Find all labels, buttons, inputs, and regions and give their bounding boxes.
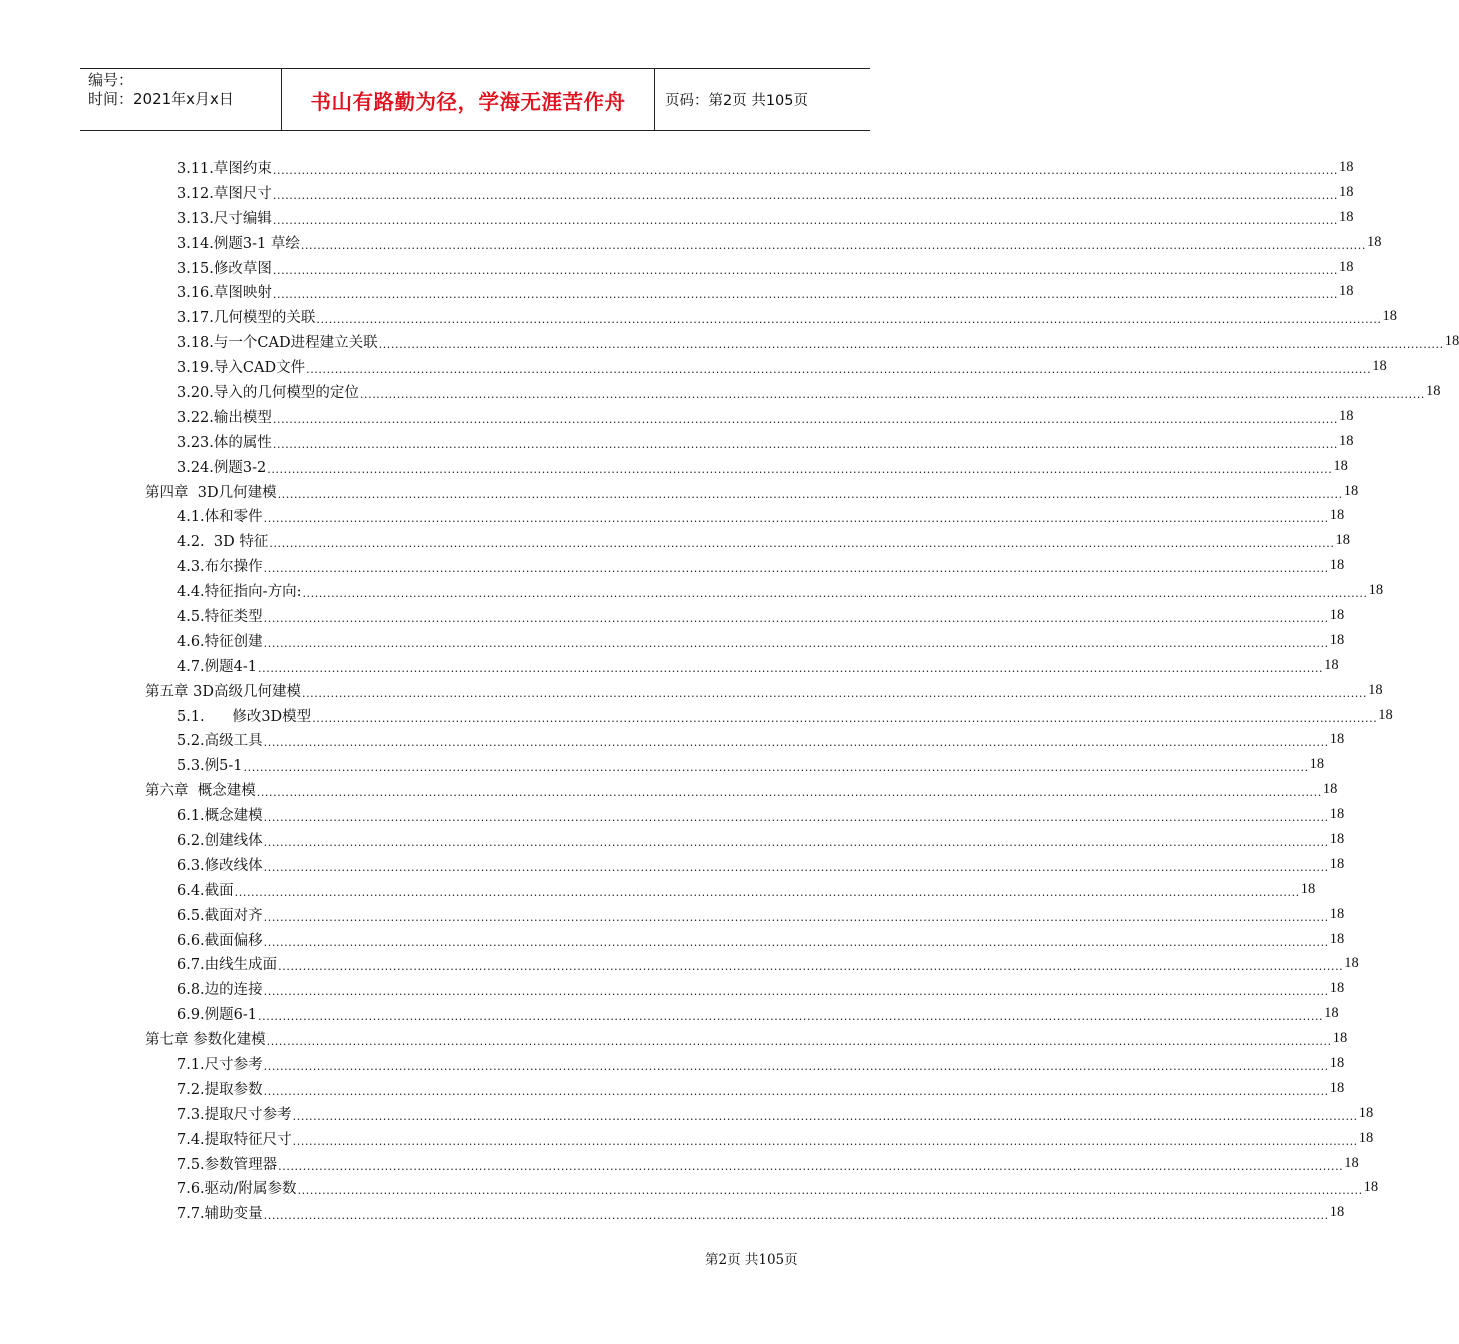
toc-entry[interactable] [145, 1051, 1345, 1076]
toc-entry-label: 3.23.体的属性 [177, 434, 272, 451]
dot-leader: .................................................................................................................................................................................................................................................................... [263, 562, 1329, 576]
toc-entry[interactable] [145, 703, 1393, 728]
toc-entry[interactable] [145, 553, 1345, 578]
toc-entry[interactable] [145, 454, 1348, 479]
toc-entry-page: 18 [1358, 1129, 1374, 1146]
toc-entry[interactable] [145, 976, 1345, 1001]
toc-entry-label: 第七章 参数化建模 [145, 1032, 266, 1049]
toc-entry-label: 3.12.草图尺寸 [177, 185, 272, 202]
toc-entry-page: 18 [1329, 606, 1345, 623]
toc-entry[interactable] [145, 628, 1345, 653]
toc-entry[interactable] [145, 230, 1382, 255]
toc-entry[interactable] [145, 852, 1345, 877]
dot-leader: .................................................................................................................................................................................................................................................................... [263, 512, 1329, 526]
toc-entry[interactable] [145, 1076, 1345, 1101]
toc-entry-label: 第四章 3D几何建模 [145, 484, 277, 501]
toc-entry-label: 7.1.尺寸参考 [177, 1057, 263, 1073]
toc-entry[interactable] [145, 877, 1316, 902]
toc-entry[interactable] [145, 827, 1345, 852]
dot-leader: .................................................................................................................................................................................................................................................................... [359, 387, 1426, 401]
toc-entry-label: 3.17.几何模型的关联 [177, 310, 316, 327]
dot-leader: .................................................................................................................................................................................................................................................................... [292, 1134, 1358, 1148]
toc-entry-page: 18 [1339, 158, 1354, 175]
toc-entry-page: 18 [1363, 1179, 1379, 1196]
toc-chapter-entry[interactable] [145, 777, 1338, 802]
toc-entry-label: 6.8.边的连接 [177, 982, 263, 999]
toc-entry-label: 6.5.截面对齐 [177, 907, 263, 924]
dot-leader: .................................................................................................................................................................................................................................................................... [263, 636, 1329, 650]
toc-entry-page: 18 [1324, 1005, 1339, 1022]
dot-leader: .................................................................................................................................................................................................................................................................... [263, 935, 1329, 949]
dot-leader: .................................................................................................................................................................................................................................................................... [292, 1109, 1358, 1123]
toc-entry-label: 第六章 概念建模 [145, 783, 256, 800]
toc-entry-page: 18 [1322, 781, 1338, 798]
toc-entry-label: 6.1.概念建模 [177, 808, 263, 825]
dot-leader: .................................................................................................................................................................................................................................................................... [263, 1060, 1329, 1073]
dot-leader: .................................................................................................................................................................................................................................................................... [306, 363, 1372, 377]
toc-chapter-entry[interactable] [145, 479, 1359, 504]
toc-entry-page: 18 [1382, 308, 1398, 325]
toc-chapter-entry[interactable] [145, 1026, 1348, 1051]
toc-entry-page: 18 [1329, 980, 1345, 997]
toc-entry-page: 18 [1329, 855, 1345, 872]
header-left-cell [80, 69, 282, 130]
toc-entry-label: 3.11.草图约束 [177, 160, 272, 177]
dot-leader: .................................................................................................................................................................................................................................................................... [258, 1010, 1324, 1024]
toc-entry-page: 18 [1339, 407, 1354, 424]
dot-leader: .................................................................................................................................................................................................................................................................... [301, 686, 1368, 700]
toc-entry-label: 6.7.由线生成面 [177, 957, 278, 974]
dot-leader: .................................................................................................................................................................................................................................................................... [272, 437, 1339, 451]
toc-entry[interactable] [145, 1200, 1345, 1225]
toc-entry-label: 6.9.例题6-1 [177, 1007, 258, 1024]
toc-entry-label: 6.4.截面 [177, 882, 234, 899]
toc-entry-label: 3.24.例题3-2 [177, 459, 267, 476]
dot-leader: .................................................................................................................................................................................................................................................................... [278, 960, 1344, 974]
toc-entry-page: 18 [1329, 806, 1345, 823]
toc-entry[interactable] [145, 354, 1387, 379]
dot-leader: .................................................................................................................................................................................................................................................................... [266, 1035, 1332, 1049]
toc-chapter-entry[interactable] [145, 678, 1383, 703]
dot-leader: .................................................................................................................................................................................................................................................................... [263, 736, 1329, 750]
toc-entry-label: 6.6.截面偏移 [177, 932, 263, 949]
toc-entry-page: 18 [1329, 1055, 1345, 1071]
dot-leader: .................................................................................................................................................................................................................................................................... [263, 985, 1329, 999]
header-page-info: 页码：第2页 共105页 [665, 93, 809, 109]
dot-leader: .................................................................................................................................................................................................................................................................... [234, 885, 1300, 899]
table-of-contents [145, 155, 1459, 1225]
toc-entry-label: 4.6.特征创建 [177, 633, 263, 650]
dot-leader: .................................................................................................................................................................................................................................................................... [263, 1209, 1329, 1223]
dot-leader: .................................................................................................................................................................................................................................................................... [256, 786, 1322, 800]
dot-leader: .................................................................................................................................................................................................................................................................... [278, 1159, 1344, 1173]
toc-entry[interactable] [145, 1101, 1374, 1126]
toc-entry-page: 18 [1329, 830, 1345, 847]
dot-leader: .................................................................................................................................................................................................................................................................... [272, 412, 1339, 426]
toc-entry-label: 7.2.提取参数 [177, 1081, 263, 1098]
toc-entry-label: 3.18.与一个CAD进程建立关联 [177, 335, 378, 352]
dot-leader: .................................................................................................................................................................................................................................................................... [263, 910, 1329, 924]
toc-entry-page: 18 [1368, 582, 1384, 599]
toc-entry-page: 18 [1329, 930, 1345, 947]
toc-entry-page: 18 [1329, 557, 1345, 574]
footer-page-number: 第2页 共105页 [705, 1252, 798, 1268]
toc-entry-page: 18 [1366, 233, 1382, 250]
dot-leader: .................................................................................................................................................................................................................................................................... [267, 462, 1333, 476]
toc-entry-page: 18 [1339, 183, 1354, 200]
toc-entry-label: 4.5.特征类型 [177, 608, 263, 625]
toc-entry[interactable] [145, 404, 1354, 429]
toc-entry-page: 18 [1335, 532, 1350, 549]
toc-entry[interactable] [145, 180, 1354, 205]
toc-entry-label: 4.1.体和零件 [177, 509, 263, 526]
toc-entry-label: 3.13.尺寸编辑 [177, 210, 272, 227]
dot-leader: .................................................................................................................................................................................................................................................................... [258, 661, 1324, 675]
dot-leader: .................................................................................................................................................................................................................................................................... [269, 537, 1335, 551]
toc-entry-page: 18 [1372, 358, 1387, 375]
toc-entry-label: 7.6.驱动/附属参数 [177, 1181, 297, 1198]
toc-entry[interactable] [145, 255, 1354, 280]
toc-entry-label: 3.20.导入的几何模型的定位 [177, 384, 359, 401]
toc-entry-page: 18 [1444, 333, 1459, 350]
toc-entry[interactable] [145, 528, 1350, 553]
dot-leader: .................................................................................................................................................................................................................................................................... [263, 860, 1329, 874]
toc-entry-page: 18 [1339, 258, 1354, 275]
toc-entry[interactable] [145, 927, 1345, 952]
toc-entry-label: 4.2. 3D 特征 [177, 534, 269, 551]
dot-leader: .................................................................................................................................................................................................................................................................... [378, 338, 1444, 352]
toc-entry[interactable] [145, 304, 1398, 329]
page-header [80, 68, 870, 131]
toc-entry-page: 18 [1339, 432, 1354, 449]
dot-leader: .................................................................................................................................................................................................................................................................... [297, 1184, 1363, 1198]
toc-entry-label: 第五章 3D高级几何建模 [145, 683, 301, 700]
toc-entry[interactable] [145, 578, 1384, 603]
toc-entry-page: 18 [1358, 1104, 1374, 1121]
dot-leader: .................................................................................................................................................................................................................................................................... [272, 188, 1339, 202]
toc-entry-page: 18 [1329, 1079, 1345, 1096]
toc-entry[interactable] [145, 155, 1354, 180]
dot-leader: .................................................................................................................................................................................................................................................................... [243, 761, 1309, 775]
motto: 书山有路勤为径，学海无涯苦作舟 [282, 69, 655, 130]
toc-entry-page: 18 [1368, 681, 1383, 698]
toc-entry-page: 18 [1300, 880, 1316, 897]
toc-entry-page: 18 [1329, 507, 1345, 524]
toc-entry[interactable] [145, 329, 1459, 354]
dot-leader: .................................................................................................................................................................................................................................................................... [263, 835, 1329, 849]
toc-entry-page: 18 [1344, 1154, 1359, 1171]
toc-entry[interactable] [145, 503, 1345, 528]
toc-entry-page: 18 [1343, 482, 1359, 499]
toc-entry-label: 3.19.导入CAD文件 [177, 360, 306, 377]
number-label: 编号： [88, 71, 134, 89]
toc-entry[interactable] [145, 279, 1354, 304]
toc-entry-label: 5.3.例5-1 [177, 758, 243, 775]
dot-leader: .................................................................................................................................................................................................................................................................... [263, 1084, 1329, 1098]
dot-leader: .................................................................................................................................................................................................................................................................... [300, 238, 1366, 252]
toc-entry[interactable] [145, 1001, 1339, 1026]
toc-entry[interactable] [145, 727, 1345, 752]
toc-entry[interactable] [145, 902, 1345, 927]
toc-entry-label: 4.7.例题4-1 [177, 658, 258, 675]
dot-leader: .................................................................................................................................................................................................................................................................... [302, 587, 1368, 601]
toc-entry-page: 18 [1329, 731, 1345, 748]
date-label: 时间：2021年x月x日 [88, 90, 234, 108]
toc-entry-label: 7.5.参数管理器 [177, 1156, 278, 1173]
toc-entry-page: 18 [1309, 756, 1325, 773]
dot-leader: .................................................................................................................................................................................................................................................................... [272, 288, 1339, 302]
dot-leader: .................................................................................................................................................................................................................................................................... [272, 263, 1339, 277]
toc-entry-page: 18 [1332, 1030, 1348, 1047]
dot-leader: .................................................................................................................................................................................................................................................................... [272, 163, 1339, 177]
toc-entry-page: 18 [1329, 631, 1345, 648]
dot-leader: .................................................................................................................................................................................................................................................................... [277, 487, 1343, 501]
toc-entry[interactable] [145, 1176, 1379, 1201]
toc-entry[interactable] [145, 752, 1325, 777]
toc-entry-page: 18 [1333, 457, 1348, 474]
toc-entry[interactable] [145, 379, 1441, 404]
toc-entry-label: 4.4.特征指向-方向: [177, 584, 302, 601]
dot-leader: .................................................................................................................................................................................................................................................................... [263, 811, 1329, 825]
toc-entry-page: 18 [1324, 656, 1339, 673]
toc-entry-page: 18 [1339, 283, 1354, 300]
toc-entry[interactable] [145, 429, 1354, 454]
toc-entry-page: 18 [1329, 905, 1345, 922]
toc-entry[interactable] [145, 603, 1345, 628]
toc-entry[interactable] [145, 1151, 1359, 1176]
toc-entry-label: 3.15.修改草图 [177, 260, 272, 277]
dot-leader: .................................................................................................................................................................................................................................................................... [263, 611, 1329, 625]
toc-entry-page: 18 [1339, 208, 1354, 225]
dot-leader: .................................................................................................................................................................................................................................................................... [272, 213, 1339, 227]
toc-entry-page: 18 [1344, 955, 1359, 972]
toc-entry-page: 18 [1329, 1204, 1345, 1221]
toc-entry[interactable] [145, 1126, 1374, 1151]
toc-entry-label: 3.16.草图映射 [177, 285, 272, 302]
toc-entry[interactable] [145, 802, 1345, 827]
toc-entry[interactable] [145, 653, 1339, 678]
toc-entry-label: 6.3.修改线体 [177, 857, 263, 874]
toc-entry[interactable] [145, 205, 1354, 230]
toc-entry-label: 7.7.辅助变量 [177, 1206, 263, 1223]
dot-leader: .................................................................................................................................................................................................................................................................... [312, 711, 1378, 725]
toc-entry-page: 18 [1378, 706, 1393, 723]
toc-entry[interactable] [145, 952, 1359, 977]
toc-entry-label: 5.2.高级工具 [177, 733, 263, 750]
toc-entry-label: 7.4.提取特征尺寸 [177, 1131, 292, 1148]
toc-entry-page: 18 [1426, 382, 1441, 399]
toc-entry-label: 7.3.提取尺寸参考 [177, 1106, 292, 1123]
toc-entry-label: 3.14.例题3-1 草绘 [177, 235, 300, 252]
toc-entry-label: 5.1. 修改3D模型 [177, 708, 312, 725]
toc-entry-label: 4.3.布尔操作 [177, 559, 263, 576]
dot-leader: .................................................................................................................................................................................................................................................................... [316, 313, 1382, 327]
toc-entry-label: 6.2.创建线体 [177, 832, 263, 849]
toc-entry-label: 3.22.输出模型 [177, 409, 272, 426]
